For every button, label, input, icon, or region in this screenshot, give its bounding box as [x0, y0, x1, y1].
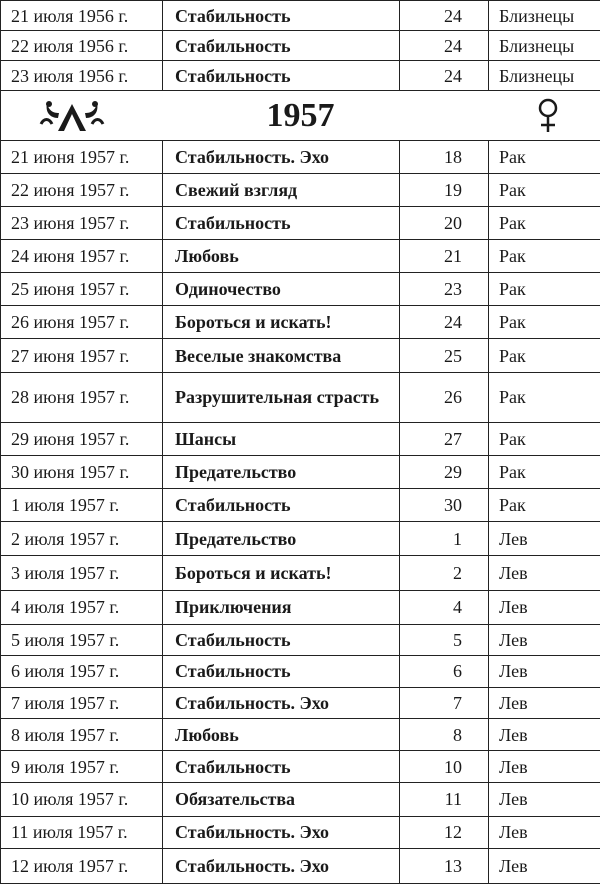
number-cell: 24: [400, 61, 489, 91]
sign-cell: Лев: [489, 751, 600, 783]
sign-cell: Лев: [489, 687, 600, 718]
title-cell: Приключения: [163, 590, 400, 624]
table-row: [1, 624, 600, 655]
title-cell: Бороться и искать!: [163, 556, 400, 590]
date-cell: 22 июня 1957 г.: [1, 173, 163, 206]
date-cell: 8 июля 1957 г.: [1, 719, 163, 751]
title-cell: Стабильность: [163, 206, 400, 239]
date-cell: 23 июня 1957 г.: [1, 206, 163, 239]
year-header-row: [1, 91, 600, 140]
sign-cell: Лев: [489, 624, 600, 655]
title-cell: Стабильность: [163, 61, 400, 91]
number-cell: 25: [400, 339, 489, 372]
number-cell: 5: [400, 624, 489, 655]
sign-cell: Лев: [489, 522, 600, 556]
number-cell: 11: [400, 783, 489, 816]
title-cell: Стабильность: [163, 31, 400, 61]
date-cell: 11 июля 1957 г.: [1, 816, 163, 848]
sign-cell: Лев: [489, 816, 600, 848]
date-cell: 7 июля 1957 г.: [1, 687, 163, 718]
date-cell: 23 июля 1956 г.: [1, 61, 163, 91]
number-cell: 12: [400, 816, 489, 848]
date-cell: 1 июля 1957 г.: [1, 489, 163, 522]
title-cell: Стабильность: [163, 489, 400, 522]
date-cell: 28 июня 1957 г.: [1, 372, 163, 422]
sign-cell: Рак: [489, 273, 600, 306]
date-cell: 6 июля 1957 г.: [1, 655, 163, 687]
title-cell: Свежий взгляд: [163, 173, 400, 206]
number-cell: 18: [400, 140, 489, 173]
sign-cell: Рак: [489, 240, 600, 273]
sign-cell: Близнецы: [489, 1, 600, 31]
sign-cell: Лев: [489, 719, 600, 751]
rows-1956: [1, 1, 600, 91]
year-header-section: [1, 91, 600, 140]
sign-cell: Близнецы: [489, 61, 600, 91]
date-cell: 27 июня 1957 г.: [1, 339, 163, 372]
number-cell: 29: [400, 455, 489, 488]
number-cell: 8: [400, 719, 489, 751]
sign-cell: Рак: [489, 140, 600, 173]
table-row: [1, 273, 600, 306]
table-row: [1, 1, 600, 31]
number-cell: 30: [400, 489, 489, 522]
table-row: [1, 173, 600, 206]
title-cell: Обязательства: [163, 783, 400, 816]
sign-cell: Лев: [489, 783, 600, 816]
date-cell: 2 июля 1957 г.: [1, 522, 163, 556]
date-cell: 21 июня 1957 г.: [1, 140, 163, 173]
date-cell: 4 июля 1957 г.: [1, 590, 163, 624]
number-cell: 24: [400, 1, 489, 31]
title-cell: Стабильность: [163, 655, 400, 687]
number-cell: 21: [400, 240, 489, 273]
title-cell: Шансы: [163, 422, 400, 455]
table-row: [1, 140, 600, 173]
title-cell: Стабильность. Эхо: [163, 687, 400, 718]
date-cell: 30 июня 1957 г.: [1, 455, 163, 488]
number-cell: 20: [400, 206, 489, 239]
table-row: [1, 31, 600, 61]
sign-cell: Рак: [489, 339, 600, 372]
sign-cell: Рак: [489, 372, 600, 422]
table-row: [1, 422, 600, 455]
number-cell: 13: [400, 848, 489, 883]
table-row: [1, 816, 600, 848]
number-cell: 27: [400, 422, 489, 455]
title-cell: Любовь: [163, 719, 400, 751]
table-row: [1, 339, 600, 372]
sign-cell: Рак: [489, 455, 600, 488]
table-row: [1, 590, 600, 624]
title-cell: Веселые знакомства: [163, 339, 400, 372]
table-row: [1, 522, 600, 556]
date-cell: 26 июня 1957 г.: [1, 306, 163, 339]
date-cell: 3 июля 1957 г.: [1, 556, 163, 590]
sign-cell: Лев: [489, 655, 600, 687]
table-row: [1, 306, 600, 339]
sign-cell: Рак: [489, 206, 600, 239]
title-cell: Предательство: [163, 522, 400, 556]
table-row: [1, 848, 600, 883]
table-row: [1, 489, 600, 522]
number-cell: 7: [400, 687, 489, 718]
table-row: [1, 556, 600, 590]
number-cell: 2: [400, 556, 489, 590]
date-cell: 12 июля 1957 г.: [1, 848, 163, 883]
number-cell: 24: [400, 306, 489, 339]
number-cell: 19: [400, 173, 489, 206]
table-row: [1, 655, 600, 687]
title-cell: Стабильность: [163, 1, 400, 31]
sign-cell: Рак: [489, 422, 600, 455]
table-row: [1, 719, 600, 751]
title-cell: Стабильность. Эхо: [163, 848, 400, 883]
number-cell: 23: [400, 273, 489, 306]
number-cell: 4: [400, 590, 489, 624]
date-cell: 10 июля 1957 г.: [1, 783, 163, 816]
title-cell: Любовь: [163, 240, 400, 273]
date-cell: 25 июня 1957 г.: [1, 273, 163, 306]
date-cell: 5 июля 1957 г.: [1, 624, 163, 655]
number-cell: 1: [400, 522, 489, 556]
number-cell: 24: [400, 31, 489, 61]
date-cell: 29 июня 1957 г.: [1, 422, 163, 455]
date-cell: 21 июля 1956 г.: [1, 1, 163, 31]
sign-cell: Лев: [489, 848, 600, 883]
sign-cell: Рак: [489, 306, 600, 339]
title-cell: Предательство: [163, 455, 400, 488]
title-cell: Разрушительная страсть: [163, 372, 400, 422]
table-row: [1, 372, 600, 422]
year-header-cell: [1, 91, 600, 140]
sign-cell: Лев: [489, 556, 600, 590]
title-cell: Стабильность: [163, 751, 400, 783]
rows-1957: [1, 140, 600, 883]
sign-cell: Рак: [489, 173, 600, 206]
table-row: [1, 61, 600, 91]
number-cell: 10: [400, 751, 489, 783]
date-cell: 24 июня 1957 г.: [1, 240, 163, 273]
table-row: [1, 751, 600, 783]
table-row: [1, 240, 600, 273]
title-cell: Стабильность. Эхо: [163, 816, 400, 848]
sign-cell: Рак: [489, 489, 600, 522]
date-cell: 22 июля 1956 г.: [1, 31, 163, 61]
date-cell: 9 июля 1957 г.: [1, 751, 163, 783]
title-cell: Стабильность: [163, 624, 400, 655]
year-title: 1957: [266, 96, 335, 134]
title-cell: Бороться и искать!: [163, 306, 400, 339]
table-row: [1, 687, 600, 718]
number-cell: 6: [400, 655, 489, 687]
title-cell: Одиночество: [163, 273, 400, 306]
table-row: [1, 455, 600, 488]
venus-symbol-icon: [536, 97, 560, 135]
number-cell: 26: [400, 372, 489, 422]
table-row: [1, 783, 600, 816]
sign-cell: Близнецы: [489, 31, 600, 61]
table-row: [1, 206, 600, 239]
sign-cell: Лев: [489, 590, 600, 624]
title-cell: Стабильность. Эхо: [163, 140, 400, 173]
